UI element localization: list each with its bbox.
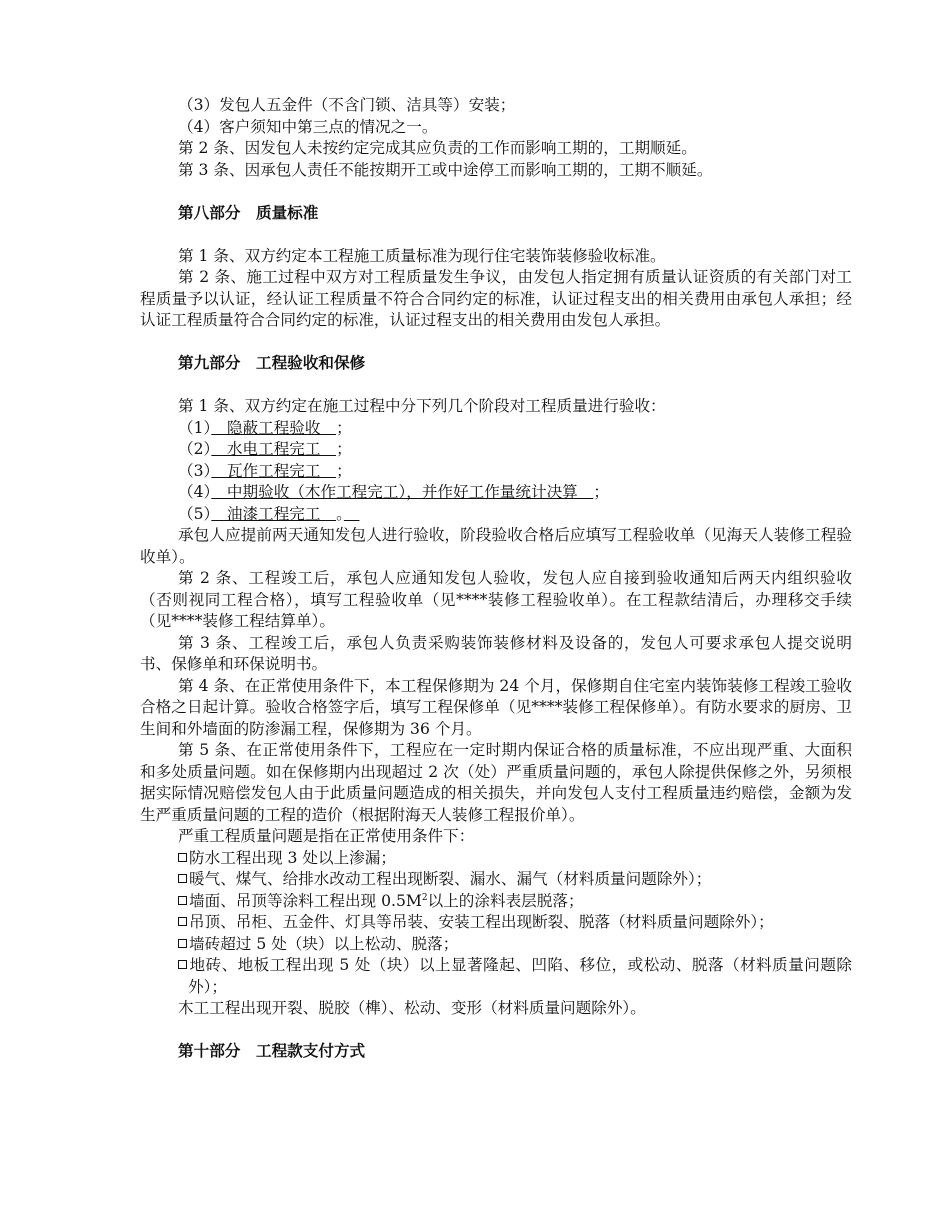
spacer <box>140 375 852 397</box>
intro-line-1: （3）发包人五金件（不含门锁、洁具等）安装； <box>178 96 516 114</box>
part9-clause2: 第 2 条、工程竣工后，承包人应通知发包人验收，发包人应自接到验收通知后两天内组织验收（否则视同工程合格），填写工程验收单（见****装修工程验收单）。在工程款结清后，办理移交手续（见****装修工程结算单）。 <box>140 569 852 630</box>
stage-item: （1） 隐蔽工程验收 ； <box>178 418 352 437</box>
stage-item: （2） 水电工程完工 ； <box>178 440 352 458</box>
checkbox-square-icon <box>178 917 187 926</box>
spacer <box>140 332 852 354</box>
intro-line-3: 第 2 条、因发包人未按约定完成其应负责的工作而影响工期的，工期顺延。 <box>178 139 697 157</box>
spacer <box>140 224 852 246</box>
checkbox-square-icon <box>178 853 187 862</box>
issue-item: 暖气、煤气、给排水改动工程出现断裂、漏水、漏气（材料质量问题除外）； <box>140 869 852 891</box>
issue-item: 地砖、地板工程出现 5 处（块）以上显著隆起、凹陷、移位，或松动、脱落（材料质量问题除外）； <box>140 955 852 998</box>
part9-heading: 第九部分 工程验收和保修 <box>178 354 366 372</box>
issue-item: 吊顶、吊柜、五金件、灯具等吊装、安装工程出现断裂、脱落（材料质量问题除外）； <box>140 912 852 934</box>
part10-heading: 第十部分 工程款支付方式 <box>178 1042 366 1060</box>
stage-text: 中期验收（木作工程完工），并作好工作量统计决算 <box>211 483 594 501</box>
intro-line-2: （4）客户须知中第三点的情况之一。 <box>178 117 438 136</box>
serious-issues-intro: 严重工程质量问题是指在正常使用条件下： <box>178 827 475 845</box>
checkbox-square-icon <box>178 960 187 969</box>
issue-item: 墙面、吊顶等涂料工程出现 $0.5M^2$以上的涂料表层脱落； <box>140 891 852 913</box>
issue-item: 墙砖超过 5 处（块）以上松动、脱落； <box>140 934 852 956</box>
part9-clause5: 第 5 条、在正常使用条件下，工程应在一定时期内保证合格的质量标准，不应出现严重、大面积和多处质量问题。如在保修期内出现超过 2 次（处）严重质量问题的，承包人除提供保修之外，另须根据实际情况赔偿发包人由于此质量问题造成的相关损失，并向发包人支付工程质量违约赔偿，金额为发生严重质量问题的工程的造价（根据附海天人装修工程报价单）。 <box>140 741 852 824</box>
part8-clause1: 第 1 条、双方约定本工程施工质量标准为现行住宅装饰装修验收标准。 <box>178 246 666 265</box>
part9-clause4: 第 4 条、在正常使用条件下，本工程保修期为 24 个月，保修期自住宅室内装饰装修工程竣工验收合格之日起计算。验收合格签字后，填写工程保修单（见****装修工程保修单）。有防水要求的厨房、卫生间和外墙面的防渗漏工程，保修期为 36 个月。 <box>140 676 852 738</box>
stage-item: （4） 中期验收（木作工程完工），并作好工作量统计决算 ； <box>178 483 609 501</box>
last-issue: 木工工程出现开裂、脱胶（榫）、松动、变形（材料质量问题除外）。 <box>178 999 646 1017</box>
spacer <box>140 1020 852 1042</box>
stage-text: 水电工程完工 <box>211 440 337 458</box>
stage-item: （5） 油漆工程完工 。 <box>178 504 344 523</box>
part8-heading: 第八部分 质量标准 <box>178 203 319 222</box>
stage-text: 瓦作工程完工 <box>211 461 337 480</box>
part9-clause1: 第 1 条、双方约定在施工过程中分下列几个阶段对工程质量进行验收： <box>178 397 666 415</box>
part9-clause3: 第 3 条、工程竣工后，承包人负责采购装饰装修材料及设备的，发包人可要求承包人提交说明书、保修单和环保说明书。 <box>140 633 852 673</box>
document-page <box>140 95 852 1063</box>
intro-line-4: 第 3 条、因承包人责任不能按期开工或中途停工而影响工期的，工期不顺延。 <box>178 160 713 179</box>
issue-item: 防水工程出现 3 处以上渗漏； <box>140 848 852 870</box>
checkbox-square-icon <box>178 939 187 948</box>
spacer <box>140 181 852 203</box>
stage-text: 油漆工程完工 <box>211 504 337 523</box>
stage-item: （3） 瓦作工程完工 ； <box>178 461 352 480</box>
checkbox-square-icon <box>178 896 187 905</box>
part8-clause2: 第 2 条、施工过程中双方对工程质量发生争议，由发包人指定拥有质量认证资质的有关部门对工程质量予以认证，经认证工程质量不符合合同约定的标准，认证过程支出的相关费用由承包人承担；经认证工程质量符合合同约定的标准，认证过程支出的相关费用由发包人承担。 <box>140 268 852 329</box>
stage-text: 隐蔽工程验收 <box>211 418 337 437</box>
acceptance-notice: 承包人应提前两天通知发包人进行验收，阶段验收合格后应填写工程验收单（见海天人装修工程验收单）。 <box>140 526 852 566</box>
checkbox-square-icon <box>178 874 187 883</box>
